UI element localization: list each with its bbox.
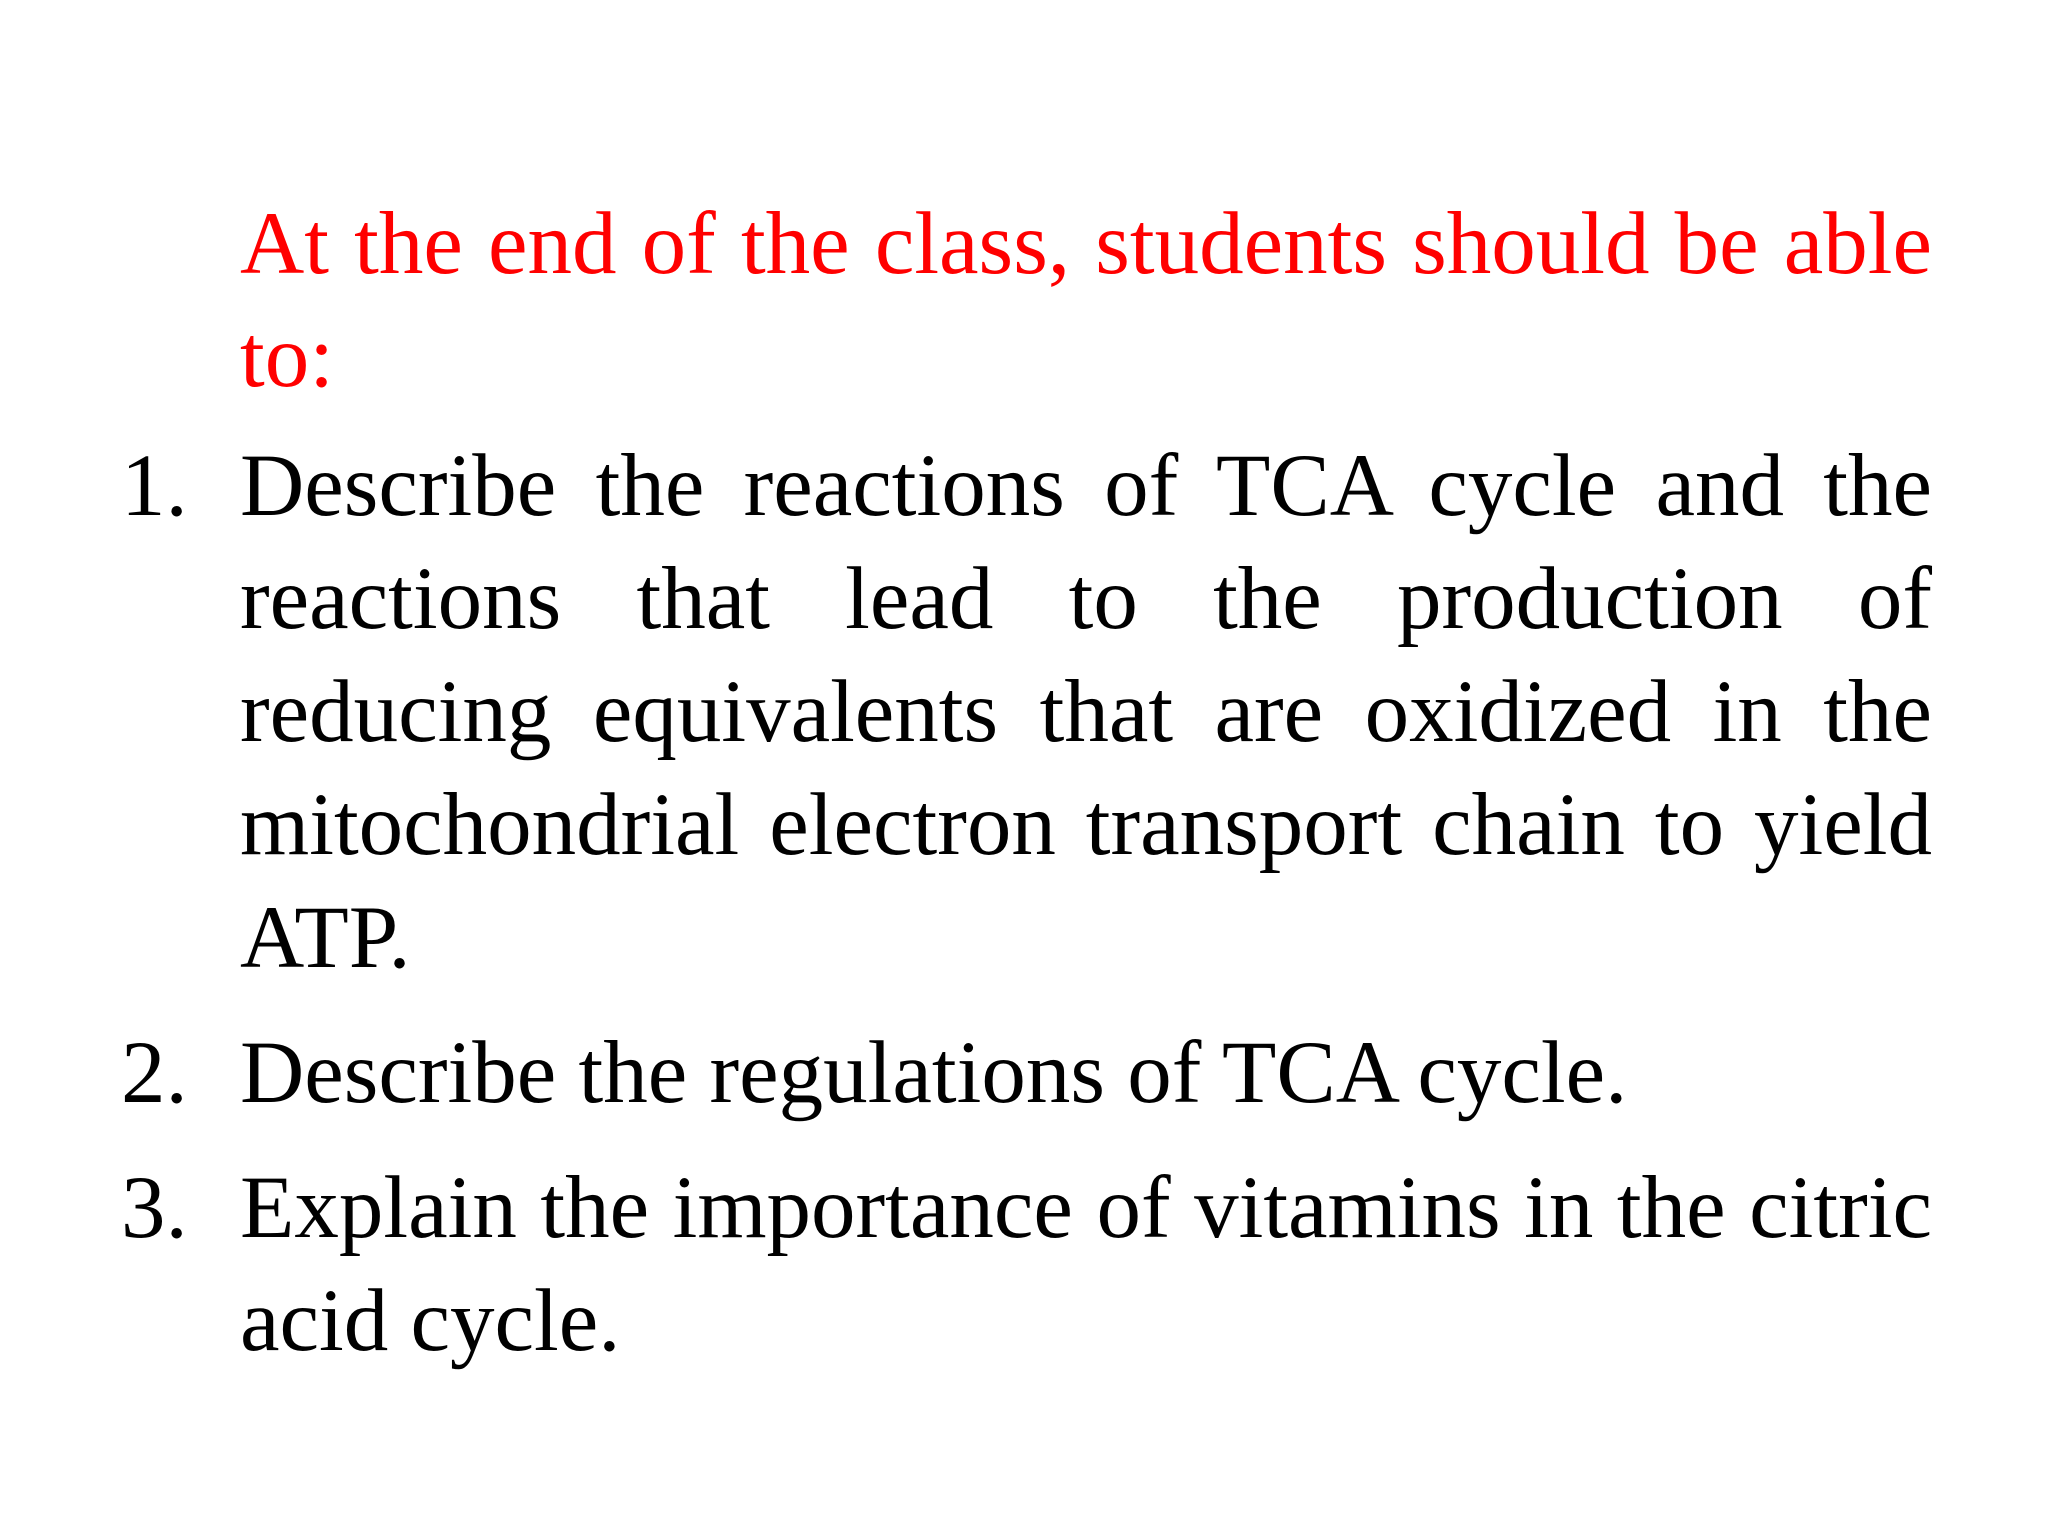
list-item-text: Explain the importance of vitamins in the citric acid cycle. [240,1159,1932,1370]
objectives-list [0,430,2048,1378]
list-item-number: 2. [121,1024,188,1122]
list-item-number: 3. [121,1159,188,1257]
list-item-text: Describe the reactions of TCA cycle and the reactions that lead to the production of reducing equivalents that are oxidized in the mitochondrial electron transport chain to yield ATP. [240,437,1932,987]
list-item-text: Describe the regulations of TCA cycle. [240,1024,1628,1122]
intro-text: At the end of the class, students should be able to: [240,195,1932,406]
list-item-number: 1. [121,437,188,535]
slide-content [0,188,2048,1400]
list-item [0,430,2048,995]
list-item [0,1152,2048,1378]
list-item [0,1017,2048,1130]
